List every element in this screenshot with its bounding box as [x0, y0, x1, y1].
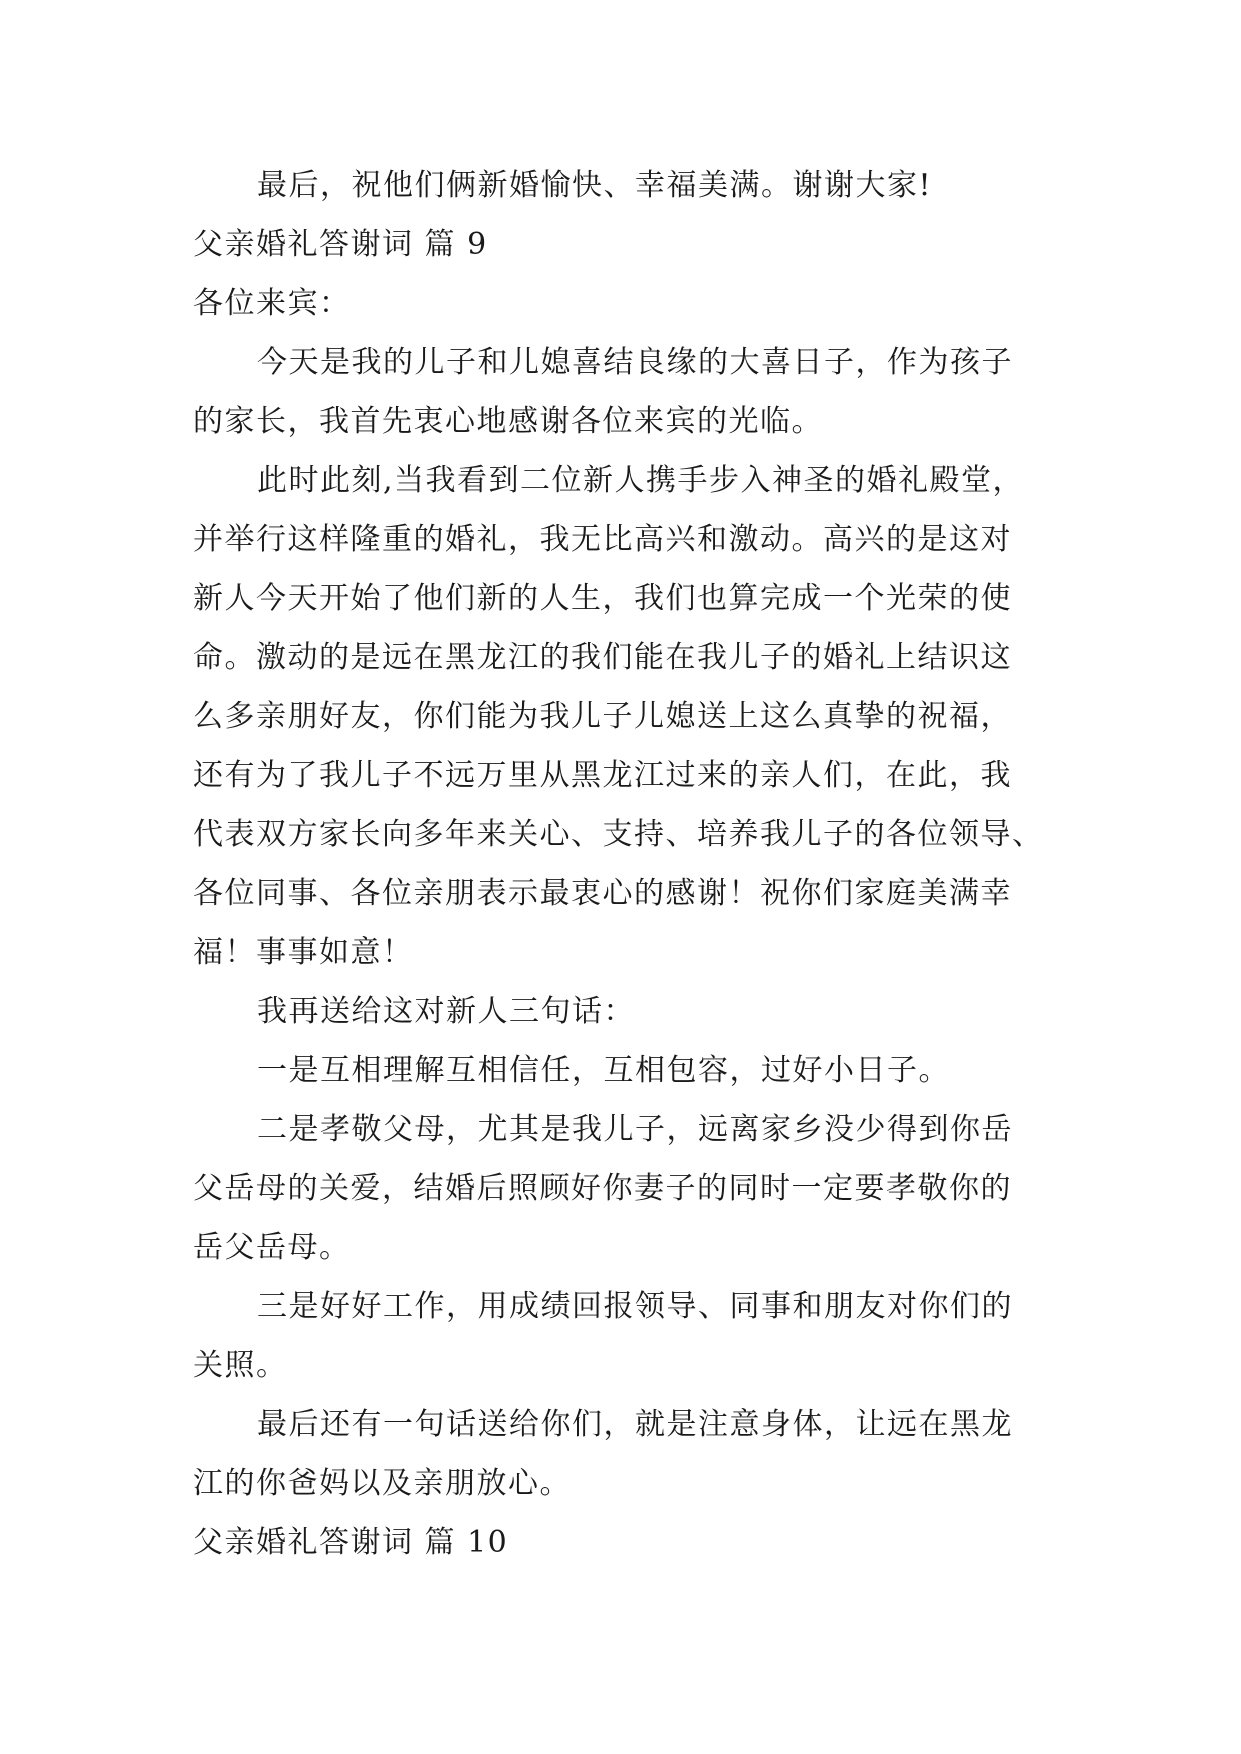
paragraph-line: 江的你爸妈以及亲朋放心。: [193, 1466, 571, 1501]
paragraph-line: 代表双方家长向多年来关心、支持、培养我儿子的各位领导、: [193, 817, 1044, 852]
paragraph-line: 三是好好工作，用成绩回报领导、同事和朋友对你们的: [257, 1289, 1013, 1324]
paragraph-line: 各位同事、各位亲朋表示最衷心的感谢！祝你们家庭美满幸: [193, 876, 1012, 911]
paragraph-line: 最后，祝他们俩新婚愉快、幸福美满。谢谢大家!: [257, 168, 933, 203]
paragraph-line: 么多亲朋好友，你们能为我儿子儿媳送上这么真挚的祝福，: [193, 699, 1012, 734]
section-heading: 父亲婚礼答谢词 篇 10: [193, 1525, 509, 1560]
document-page: [193, 156, 1063, 1572]
paragraph-line: 新人今天开始了他们新的人生，我们也算完成一个光荣的使: [193, 581, 1012, 616]
paragraph-line: 命。激动的是远在黑龙江的我们能在我儿子的婚礼上结识这: [193, 640, 1012, 675]
paragraph-line: 此时此刻,当我看到二位新人携手步入神圣的婚礼殿堂，: [257, 463, 1025, 498]
salutation-line: 各位来宾：: [193, 286, 351, 321]
paragraph-line: 并举行这样隆重的婚礼，我无比高兴和激动。高兴的是这对: [193, 522, 1012, 557]
paragraph-line: 最后还有一句话送给你们，就是注意身体，让远在黑龙: [257, 1407, 1013, 1442]
section-heading: 父亲婚礼答谢词 篇 9: [193, 227, 488, 262]
paragraph-line: 二是孝敬父母，尤其是我儿子，远离家乡没少得到你岳: [257, 1112, 1013, 1147]
paragraph-line: 还有为了我儿子不远万里从黑龙江过来的亲人们，在此，我: [193, 758, 1012, 793]
paragraph-line: 今天是我的儿子和儿媳喜结良缘的大喜日子，作为孩子: [257, 345, 1013, 380]
paragraph-line: 父岳母的关爱，结婚后照顾好你妻子的同时一定要孝敬你的: [193, 1171, 1012, 1206]
paragraph-line: 一是互相理解互相信任，互相包容，过好小日子。: [257, 1053, 950, 1088]
paragraph-line: 的家长，我首先衷心地感谢各位来宾的光临。: [193, 404, 823, 439]
paragraph-line: 关照。: [193, 1348, 288, 1383]
paragraph-line: 我再送给这对新人三句话：: [257, 994, 635, 1029]
paragraph-line: 福！事事如意！: [193, 935, 414, 970]
paragraph-line: 岳父岳母。: [193, 1230, 351, 1265]
